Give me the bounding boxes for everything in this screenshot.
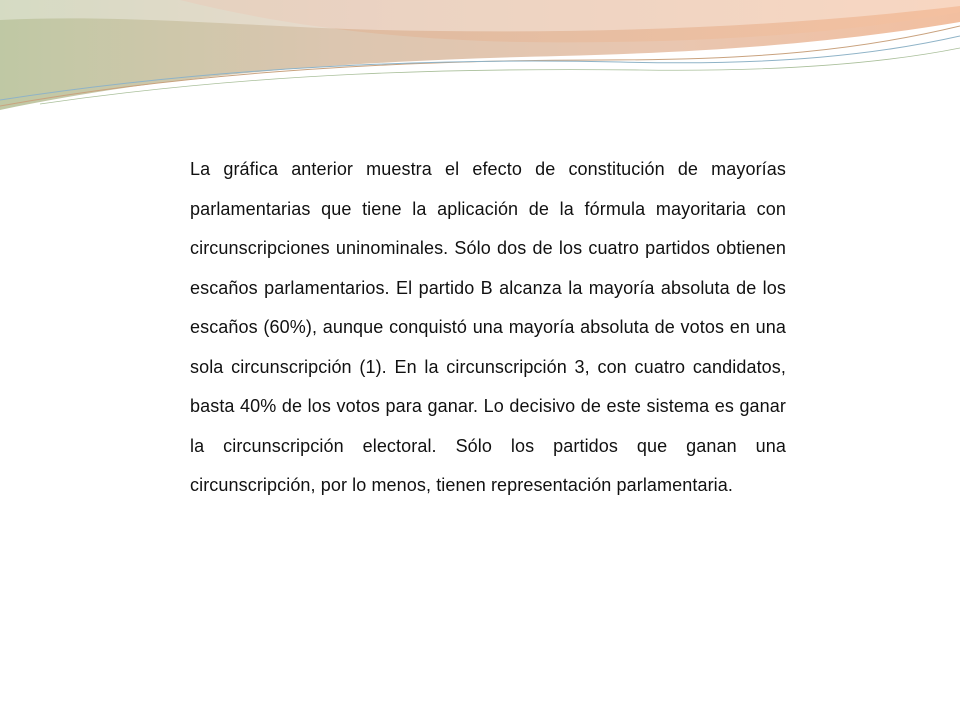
header-wave-decoration [0, 0, 960, 120]
body-paragraph: La gráfica anterior muestra el efecto de constitución de mayorías parlamentarias que tiene la aplicación de la fórmula mayoritaria con circunscripciones uninominales. Sólo dos de los cuatro partidos obtienen escaños parlamentarios. El partido B alcanza la mayoría absoluta de los escaños (60%), aunque conquistó una mayoría absoluta de votos en una sola circunscripción (1). En la circunscripción 3, con cuatro candidatos, basta 40% de los votos para ganar. Lo decisivo de este sistema es ganar la circunscripción electoral. Sólo los partidos que ganan una circunscripción, por lo menos, tienen representación parlamentaria. [190, 159, 786, 495]
